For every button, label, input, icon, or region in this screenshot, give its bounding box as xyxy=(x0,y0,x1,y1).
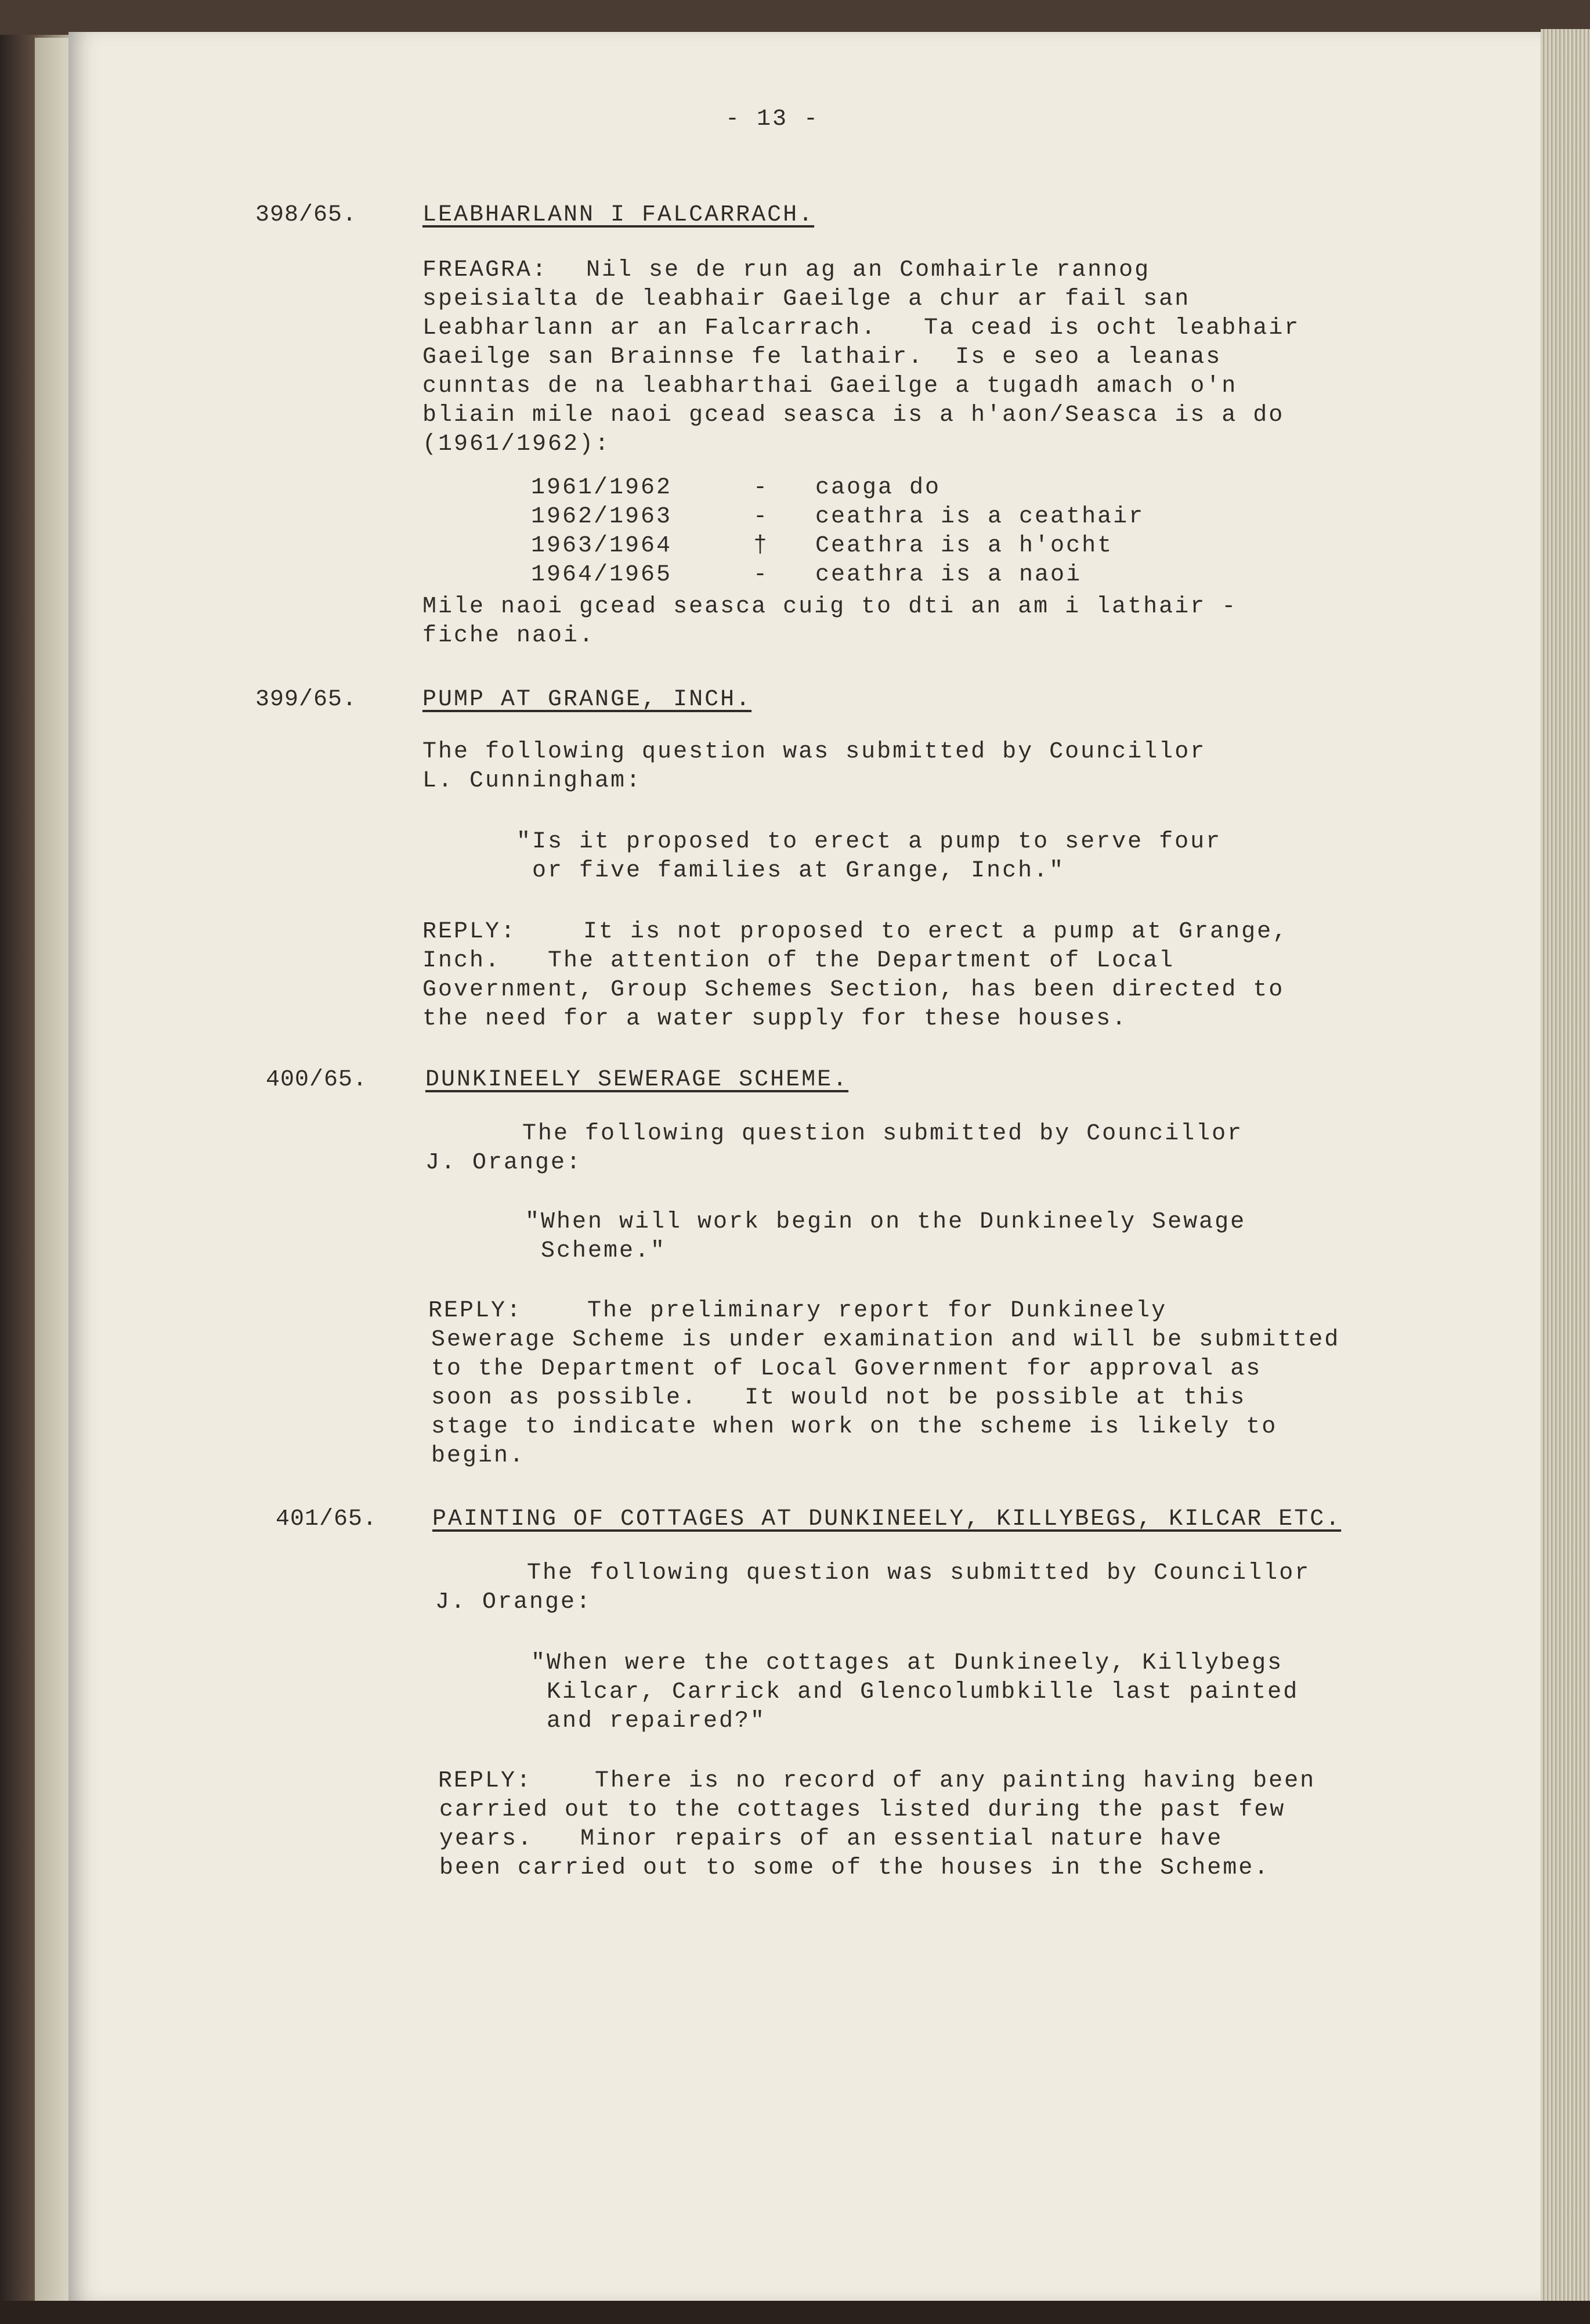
reply-line: years. Minor repairs of an essential nature have xyxy=(439,1826,1223,1852)
table-separator: - xyxy=(753,504,769,530)
quote-line: "When were the cottages at Dunkineely, Killybegs xyxy=(531,1650,1284,1676)
page-edges xyxy=(1541,29,1590,2304)
item-number: 398/65. xyxy=(255,202,357,228)
table-year: 1963/1964 xyxy=(531,533,673,559)
table-text: ceathra is a ceathair xyxy=(815,504,1145,530)
intro-line: J. Orange: xyxy=(425,1150,583,1176)
reply-line: Leabharlann ar an Falcarrach. Ta cead is ocht leabhair xyxy=(422,315,1300,341)
reply-line: speisialta de leabhair Gaeilge a chur ar fail san xyxy=(422,286,1191,312)
reply-line: begin. xyxy=(431,1443,526,1469)
quote-line: "Is it proposed to erect a pump to serve four xyxy=(516,829,1222,855)
table-text: caoga do xyxy=(815,475,941,501)
reply-line: Government, Group Schemes Section, has been directed to xyxy=(422,977,1285,1003)
item-number: 401/65. xyxy=(276,1506,378,1532)
table-text: ceathra is a naoi xyxy=(815,562,1082,588)
reply-line: soon as possible. It would not be possible at this xyxy=(431,1385,1246,1411)
quote-line: Scheme." xyxy=(525,1238,667,1264)
quote-line: "When will work begin on the Dunkineely Sewage xyxy=(525,1209,1246,1235)
intro-line: J. Orange: xyxy=(435,1589,592,1615)
intro-line: The following question was submitted by Councillor xyxy=(527,1560,1311,1586)
table-year: 1962/1963 xyxy=(531,504,673,530)
intro-line: The following question submitted by Councillor xyxy=(522,1121,1244,1147)
scan-bottom-border xyxy=(0,2301,1590,2324)
item-heading: LEABHARLANN I FALCARRACH. xyxy=(422,202,815,228)
reply-line: been carried out to some of the houses in the Scheme. xyxy=(439,1855,1270,1881)
reply-label: REPLY: xyxy=(422,919,517,945)
table-separator: † xyxy=(753,533,769,559)
quote-line: and repaired?" xyxy=(531,1708,767,1734)
intro-line: L. Cunningham: xyxy=(422,768,642,794)
reply-label: REPLY: xyxy=(438,1768,533,1794)
item-heading: PUMP AT GRANGE, INCH. xyxy=(422,687,752,713)
item-heading: PAINTING OF COTTAGES AT DUNKINEELY, KILLYBEGS, KILCAR ETC. xyxy=(432,1506,1342,1532)
quote-line: Kilcar, Carrick and Glencolumbkille last painted xyxy=(531,1679,1299,1705)
reply-line: Sewerage Scheme is under examination and will be submitted xyxy=(431,1327,1340,1353)
reply-line: bliain mile naoi gcead seasca is a h'aon/Seasca is a do xyxy=(422,402,1285,428)
table-year: 1961/1962 xyxy=(531,475,673,501)
table-text: Ceathra is a h'ocht xyxy=(815,533,1114,559)
reply-line: Inch. The attention of the Department of Local xyxy=(422,948,1175,974)
reply-label: FREAGRA: xyxy=(422,257,548,283)
reply-line: stage to indicate when work on the scheme is likely to xyxy=(431,1414,1278,1440)
reply-line: the need for a water supply for these houses. xyxy=(422,1006,1128,1032)
reply-line: Nil se de run ag an Comhairle rannog xyxy=(586,257,1151,283)
table-separator: - xyxy=(753,475,769,501)
table-separator: - xyxy=(753,562,769,588)
reply-line: cunntas de na leabharthai Gaeilge a tugadh amach o'n xyxy=(422,373,1238,399)
reply-label: REPLY: xyxy=(428,1298,523,1324)
item-heading: DUNKINEELY SEWERAGE SCHEME. xyxy=(425,1067,849,1093)
reply-line: The preliminary report for Dunkineely xyxy=(587,1298,1168,1324)
table-year: 1964/1965 xyxy=(531,562,673,588)
reply-line: (1961/1962): xyxy=(422,431,611,457)
reply-line: It is not proposed to erect a pump at Grange, xyxy=(583,919,1289,945)
quote-line: or five families at Grange, Inch." xyxy=(516,858,1065,884)
reply-line: There is no record of any painting having been xyxy=(595,1768,1316,1794)
item-number: 399/65. xyxy=(255,687,357,713)
reply-line: Gaeilge san Brainnse fe lathair. Is e seo a leanas xyxy=(422,344,1222,370)
closing-line: fiche naoi. xyxy=(422,623,595,649)
reply-line: to the Department of Local Government for approval as xyxy=(431,1356,1262,1382)
page-number: - 13 - xyxy=(725,106,820,132)
reply-line: carried out to the cottages listed during the past few xyxy=(439,1797,1286,1823)
item-number: 400/65. xyxy=(266,1067,368,1093)
intro-line: The following question was submitted by Councillor xyxy=(422,739,1206,765)
closing-line: Mile naoi gcead seasca cuig to dti an am i lathair - xyxy=(422,594,1238,620)
